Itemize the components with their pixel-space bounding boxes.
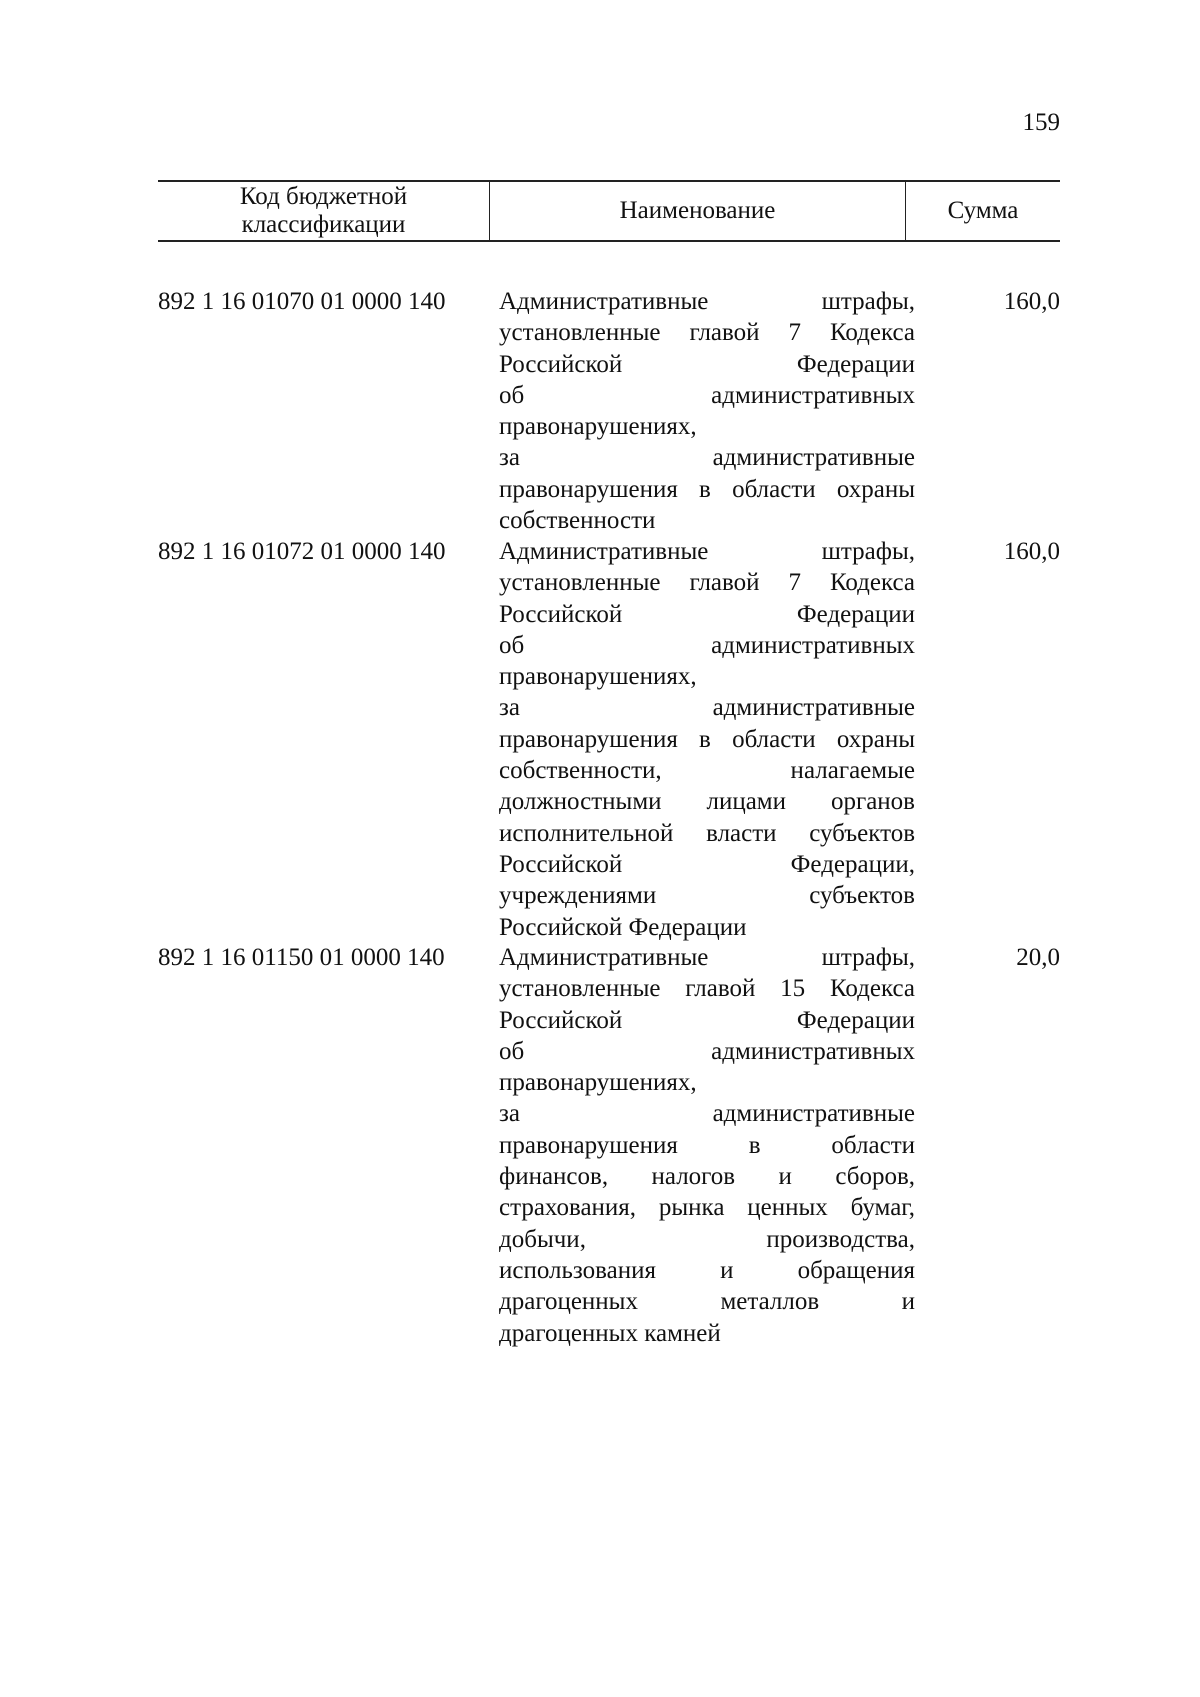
column-header-code: Код бюджетной классификации <box>158 182 490 240</box>
row-sum: 20,0 <box>1016 944 1060 971</box>
row-name <box>499 536 915 943</box>
row-name-line: добычи, производства, <box>499 1225 915 1253</box>
row-name-line: об административных <box>499 381 915 409</box>
row-name-line: Российской Федерации <box>499 600 915 628</box>
table-header <box>158 180 1060 242</box>
column-header-sum: Сумма <box>947 197 1019 224</box>
column-header-name: Наименование <box>490 182 906 240</box>
row-name-line: за административные <box>499 444 915 472</box>
row-name-line: финансов, налогов и сборов, <box>499 1163 915 1191</box>
row-name-line: собственности <box>499 507 656 535</box>
row-name-line: драгоценных металлов и <box>499 1288 915 1316</box>
row-name-line: Административные штрафы, <box>499 538 915 565</box>
row-name-line: установленные главой 7 Кодекса <box>499 319 915 347</box>
row-name-line: Российской Федерации <box>499 1006 915 1034</box>
row-name-line: за административные <box>499 1100 915 1128</box>
row-name-line: Российской Федерации <box>499 350 915 378</box>
row-name-line: об административных <box>499 631 915 659</box>
row-name-line: драгоценных камней <box>499 1319 721 1347</box>
row-name-line: Российской Федерации <box>499 913 747 941</box>
row-name-line: правонарушениях, <box>499 663 697 691</box>
row-code: 892 1 16 01072 01 0000 140 <box>158 538 446 565</box>
row-name-line: правонарушениях, <box>499 1069 697 1097</box>
row-sum: 160,0 <box>1003 288 1060 315</box>
row-name-line: за административные <box>499 694 915 722</box>
row-name-line: Административные штрафы, <box>499 944 915 971</box>
row-name <box>499 286 915 536</box>
row-name-line: собственности, налагаемые <box>499 757 915 785</box>
row-name-line: правонарушения в области охраны <box>499 725 915 753</box>
row-name-line: правонарушения в области охраны <box>499 475 915 503</box>
row-name <box>499 942 915 1349</box>
row-name-line: установленные главой 15 Кодекса <box>499 975 915 1003</box>
page-number: 159 <box>1022 109 1060 136</box>
row-name-line: Административные штрафы, <box>499 288 915 315</box>
row-name-line: учреждениями субъектов <box>499 882 915 910</box>
row-name-line: Российской Федерации, <box>499 850 915 878</box>
row-name-line: исполнительной власти субъектов <box>499 819 915 847</box>
row-name-line: использования и обращения <box>499 1256 915 1284</box>
row-name-line: правонарушения в области <box>499 1131 915 1159</box>
row-name-line: правонарушениях, <box>499 413 697 441</box>
row-name-line: должностными лицами органов <box>499 788 915 816</box>
row-code: 892 1 16 01070 01 0000 140 <box>158 288 446 315</box>
row-name-line: страхования, рынка ценных бумаг, <box>499 1194 915 1222</box>
row-code: 892 1 16 01150 01 0000 140 <box>158 944 445 971</box>
row-sum: 160,0 <box>1003 538 1060 565</box>
row-name-line: установленные главой 7 Кодекса <box>499 569 915 597</box>
row-name-line: об административных <box>499 1037 915 1065</box>
